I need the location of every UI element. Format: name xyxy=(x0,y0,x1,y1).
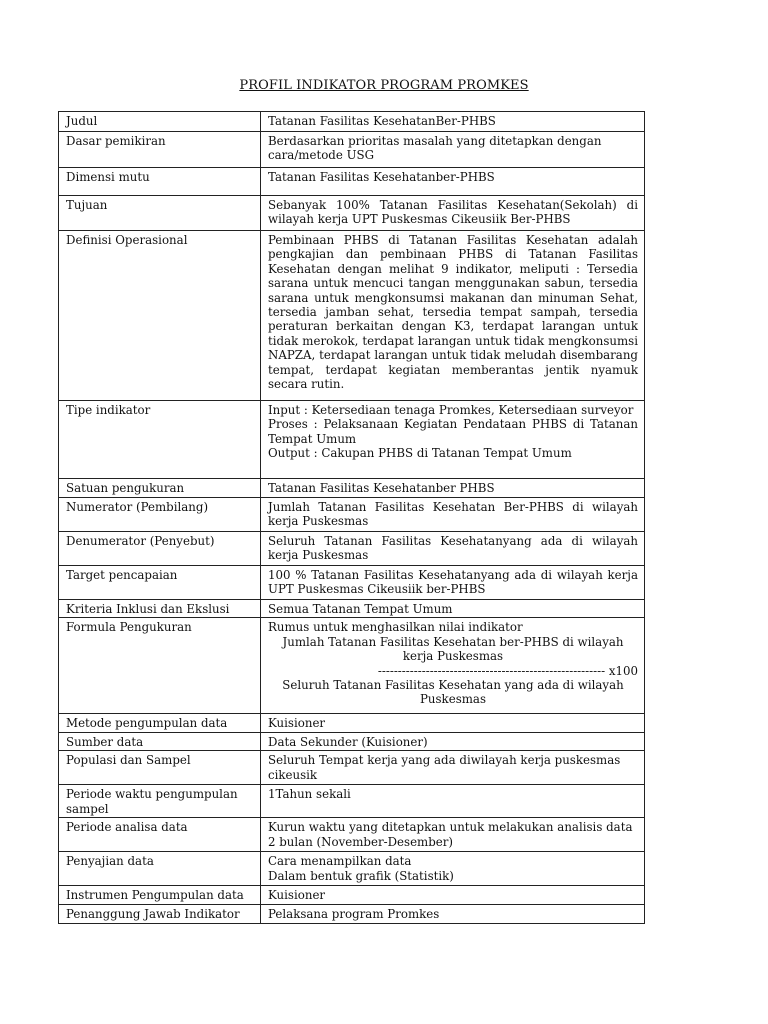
row-label: Denumerator (Penyebut) xyxy=(59,532,261,566)
row-value: Sebanyak 100% Tatanan Fasilitas Kesehatan(Sekolah) di wilayah kerja UPT Puskesmas Cikeusiik Ber-PHBS xyxy=(261,196,645,231)
table-row xyxy=(59,168,645,196)
row-label: Sumber data xyxy=(59,732,261,750)
row-value: Tatanan Fasilitas Kesehatanber-PHBS xyxy=(261,168,645,196)
table-row xyxy=(59,618,645,714)
document-title: PROFIL INDIKATOR PROGRAM PROMKES xyxy=(239,78,529,93)
row-value: Tatanan Fasilitas KesehatanBer-PHBS xyxy=(261,112,645,132)
row-value: Jumlah Tatanan Fasilitas Kesehatan Ber-PHBS di wilayah kerja Puskesmas xyxy=(261,498,645,532)
row-label: Periode waktu pengumpulan sampel xyxy=(59,785,261,818)
table-row xyxy=(59,566,645,600)
row-label: Metode pengumpulan data xyxy=(59,714,261,732)
table-row xyxy=(59,785,645,818)
row-value xyxy=(261,852,645,886)
row-label: Periode analisa data xyxy=(59,818,261,852)
table-row xyxy=(59,231,645,401)
formula-intro: Rumus untuk menghasilkan nilai indikator xyxy=(268,620,523,635)
row-value xyxy=(261,618,645,714)
table-row xyxy=(59,196,645,231)
table-row xyxy=(59,852,645,886)
table-row xyxy=(59,886,645,904)
row-value: Seluruh Tatanan Fasilitas Kesehatanyang ada di wilayah kerja Puskesmas xyxy=(261,532,645,566)
row-value: Kuisioner xyxy=(261,886,645,904)
table-row xyxy=(59,532,645,566)
table-row xyxy=(59,904,645,923)
indicator-type-output: Output : Cakupan PHBS di Tatanan Tempat Umum xyxy=(268,446,572,461)
row-value xyxy=(261,401,645,479)
table-row xyxy=(59,498,645,532)
indicator-type-process: Proses : Pelaksanaan Kegiatan Pendataan PHBS di Tatanan Tempat Umum xyxy=(268,417,638,446)
row-label: Penyajian data xyxy=(59,852,261,886)
row-label: Numerator (Pembilang) xyxy=(59,498,261,532)
table-row xyxy=(59,714,645,732)
table-row xyxy=(59,132,645,168)
indicator-profile-table xyxy=(58,111,645,924)
presentation-line-2: Dalam bentuk grafik (Statistik) xyxy=(268,868,454,883)
row-label: Dimensi mutu xyxy=(59,168,261,196)
table-row xyxy=(59,112,645,132)
row-label: Tipe indikator xyxy=(59,401,261,479)
row-value: Pembinaan PHBS di Tatanan Fasilitas Kesehatan adalah pengkajian dan pembinaan PHBS di Tatanan Fasilitas Kesehatan dengan melihat 9 indikator, meliputi : Tersedia sarana untuk mencuci tangan menggunakan sabun, tersedia sarana untuk mengkonsumsi makanan dan minuman Sehat, tersedia jamban sehat, tersedia tempat sampah, tersedia peraturan berkaitan dengan K3, terdapat larangan untuk tidak merokok, terdapat larangan untuk tidak mengkonsumsi NAPZA, terdapat larangan untuk tidak meludah disembarang tempat, terdapat kegiatan memberantas jentik nyamuk secara rutin. xyxy=(261,231,645,401)
table-row xyxy=(59,401,645,479)
row-value: Kurun waktu yang ditetapkan untuk melakukan analisis data 2 bulan (November-Desember) xyxy=(261,818,645,852)
row-label: Satuan pengukuran xyxy=(59,479,261,498)
row-label: Judul xyxy=(59,112,261,132)
row-value: Data Sekunder (Kuisioner) xyxy=(261,732,645,750)
row-label: Dasar pemikiran xyxy=(59,132,261,168)
row-label: Populasi dan Sampel xyxy=(59,751,261,785)
table-row xyxy=(59,818,645,852)
row-label: Penanggung Jawab Indikator xyxy=(59,904,261,923)
row-value: Semua Tatanan Tempat Umum xyxy=(261,600,645,618)
row-label: Formula Pengukuran xyxy=(59,618,261,714)
row-value: Berdasarkan prioritas masalah yang ditetapkan dengan cara/metode USG xyxy=(261,132,645,168)
indicator-type-input: Input : Ketersediaan tenaga Promkes, Ketersediaan surveyor xyxy=(268,403,634,417)
formula-divider: --------------------------------------------------------- x100 xyxy=(377,663,638,678)
formula-numerator: Jumlah Tatanan Fasilitas Kesehatan ber-PHBS di wilayah kerja Puskesmas xyxy=(282,634,624,664)
row-value: 100 % Tatanan Fasilitas Kesehatanyang ada di wilayah kerja UPT Puskesmas Cikeusiik ber-PHBS xyxy=(261,566,645,600)
row-label: Instrumen Pengumpulan data xyxy=(59,886,261,904)
table-row xyxy=(59,600,645,618)
table-row xyxy=(59,751,645,785)
row-value: Tatanan Fasilitas Kesehatanber PHBS xyxy=(261,479,645,498)
table-row xyxy=(59,479,645,498)
row-label: Tujuan xyxy=(59,196,261,231)
row-value: Kuisioner xyxy=(261,714,645,732)
row-label: Kriteria Inklusi dan Ekslusi xyxy=(59,600,261,618)
formula-denominator: Seluruh Tatanan Fasilitas Kesehatan yang ada di wilayah Puskesmas xyxy=(282,678,624,707)
row-label: Target pencapaian xyxy=(59,566,261,600)
table-row xyxy=(59,732,645,750)
row-value: 1Tahun sekali xyxy=(261,785,645,818)
presentation-line-1: Cara menampilkan data xyxy=(268,854,412,869)
row-value: Pelaksana program Promkes xyxy=(261,904,645,923)
row-value: Seluruh Tempat kerja yang ada diwilayah kerja puskesmas cikeusik xyxy=(261,751,645,785)
row-label: Definisi Operasional xyxy=(59,231,261,401)
